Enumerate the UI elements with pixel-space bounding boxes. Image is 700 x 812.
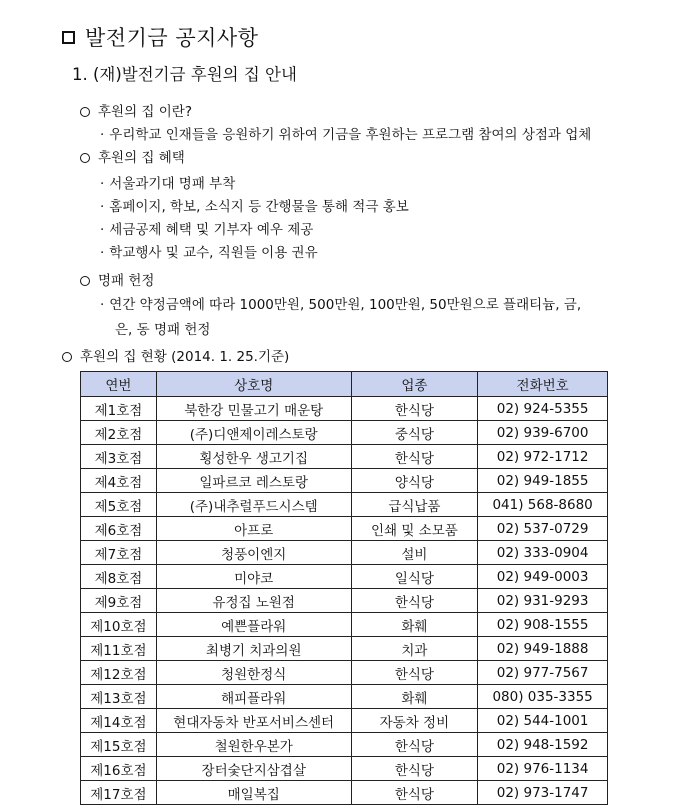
cell-number: 제12호점: [81, 661, 157, 685]
checkbox-icon: [62, 31, 75, 44]
cell-store-name: 미야코: [156, 565, 351, 589]
cell-business-type: 일식당: [351, 565, 478, 589]
cell-store-name: 일파르코 레스토랑: [156, 469, 351, 493]
cell-business-type: 한식당: [351, 757, 478, 781]
cell-number: 제14호점: [81, 709, 157, 733]
table-row: [81, 757, 608, 781]
cell-number: 제8호점: [81, 565, 157, 589]
cell-number: 제11호점: [81, 637, 157, 661]
cell-phone: 02) 948-1592: [478, 733, 608, 757]
cell-store-name: 현대자동차 반포서비스센터: [156, 709, 351, 733]
cell-store-name: 청원한정식: [156, 661, 351, 685]
cell-phone: 02) 976-1134: [478, 757, 608, 781]
cell-number: 제13호점: [81, 685, 157, 709]
cell-business-type: 자동차 정비: [351, 709, 478, 733]
circle-bullet-icon: [80, 153, 90, 163]
cell-store-name: (주)디앤제이레스토랑: [156, 421, 351, 445]
circle-bullet-icon: [80, 276, 90, 286]
cell-store-name: 매일복집: [156, 781, 351, 805]
question-what-is: 후원의 집 이란?: [80, 100, 192, 120]
table-row: [81, 541, 608, 565]
cell-number: 제16호점: [81, 757, 157, 781]
cell-business-type: 양식당: [351, 469, 478, 493]
benefit-item: · 홈페이지, 학보, 소식지 등 간행물을 통해 적극 홍보: [100, 199, 409, 215]
cell-number: 제1호점: [81, 397, 157, 421]
cell-business-type: 한식당: [351, 781, 478, 805]
cell-phone: 02) 949-0003: [478, 565, 608, 589]
cell-phone: 02) 949-1855: [478, 469, 608, 493]
header-store-name: 상호명: [156, 372, 351, 397]
cell-number: 제2호점: [81, 421, 157, 445]
cell-business-type: 인쇄 및 소모품: [351, 517, 478, 541]
cell-store-name: 북한강 민물고기 매운탕: [156, 397, 351, 421]
cell-store-name: 철원한우본가: [156, 733, 351, 757]
question-what-is-desc: · 우리학교 인재들을 응원하기 위하여 기금을 후원하는 프로그램 참여의 상점과 업체: [100, 127, 592, 143]
cell-store-name: 장터숯단지삼겹살: [156, 757, 351, 781]
cell-phone: 080) 035-3355: [478, 685, 608, 709]
cell-business-type: 한식당: [351, 589, 478, 613]
page-title-text: 발전기금 공지사항: [85, 26, 259, 50]
table-row: [81, 781, 608, 805]
cell-number: 제10호점: [81, 613, 157, 637]
cell-business-type: 설비: [351, 541, 478, 565]
cell-phone: 02) 537-0729: [478, 517, 608, 541]
cell-phone: 02) 949-1888: [478, 637, 608, 661]
table-row: [81, 589, 608, 613]
cell-number: 제6호점: [81, 517, 157, 541]
status-heading: 후원의 집 현황 (2014. 1. 25.기준): [62, 345, 289, 365]
cell-phone: 02) 977-7567: [478, 661, 608, 685]
table-row: [81, 613, 608, 637]
cell-store-name: 유정집 노원점: [156, 589, 351, 613]
page-title: [62, 22, 258, 52]
cell-number: 제17호점: [81, 781, 157, 805]
table-row: [81, 637, 608, 661]
cell-business-type: 화훼: [351, 685, 478, 709]
cell-store-name: (주)내추럴푸드시스템: [156, 493, 351, 517]
cell-phone: 041) 568-8680: [478, 493, 608, 517]
table-row: [81, 469, 608, 493]
section-heading: 1. (재)발전기금 후원의 집 안내: [72, 65, 297, 84]
table-row: [81, 565, 608, 589]
cell-phone: 02) 333-0904: [478, 541, 608, 565]
header-phone: 전화번호: [478, 372, 608, 397]
table-row: [81, 685, 608, 709]
table-row: [81, 661, 608, 685]
cell-phone: 02) 973-1747: [478, 781, 608, 805]
stores-table: [80, 371, 608, 805]
cell-business-type: 중식당: [351, 421, 478, 445]
cell-store-name: 예쁜플라워: [156, 613, 351, 637]
table-row: [81, 709, 608, 733]
cell-number: 제4호점: [81, 469, 157, 493]
plaque-desc-line2: 은, 동 명패 헌정: [115, 322, 211, 338]
table-row: [81, 445, 608, 469]
cell-phone: 02) 544-1001: [478, 709, 608, 733]
circle-bullet-icon: [62, 352, 72, 362]
benefit-item: · 학교행사 및 교수, 직원들 이용 권유: [100, 245, 318, 261]
cell-phone: 02) 908-1555: [478, 613, 608, 637]
cell-business-type: 화훼: [351, 613, 478, 637]
cell-business-type: 한식당: [351, 397, 478, 421]
cell-number: 제15호점: [81, 733, 157, 757]
cell-store-name: 해피플라워: [156, 685, 351, 709]
cell-store-name: 아프로: [156, 517, 351, 541]
cell-business-type: 급식납품: [351, 493, 478, 517]
plaque-desc-line1: · 연간 약정금액에 따라 1000만원, 500만원, 100만원, 50만원으로 플래티늄, 금,: [100, 297, 582, 313]
cell-store-name: 청풍이엔지: [156, 541, 351, 565]
cell-number: 제5호점: [81, 493, 157, 517]
cell-number: 제3호점: [81, 445, 157, 469]
cell-phone: 02) 924-5355: [478, 397, 608, 421]
cell-number: 제7호점: [81, 541, 157, 565]
question-benefits: 후원의 집 혜택: [80, 146, 185, 166]
table-header-row: [81, 372, 608, 397]
cell-business-type: 한식당: [351, 661, 478, 685]
benefit-item: · 세금공제 혜택 및 기부자 예우 제공: [100, 222, 314, 238]
table-row: [81, 517, 608, 541]
cell-store-name: 최병기 치과의원: [156, 637, 351, 661]
benefit-item: · 서울과기대 명패 부착: [100, 176, 236, 192]
cell-store-name: 횡성한우 생고기집: [156, 445, 351, 469]
cell-business-type: 치과: [351, 637, 478, 661]
table-row: [81, 421, 608, 445]
table-row: [81, 397, 608, 421]
cell-phone: 02) 972-1712: [478, 445, 608, 469]
cell-phone: 02) 939-6700: [478, 421, 608, 445]
table-row: [81, 733, 608, 757]
question-plaque: 명패 헌정: [80, 269, 154, 289]
cell-phone: 02) 931-9293: [478, 589, 608, 613]
cell-business-type: 한식당: [351, 733, 478, 757]
header-business-type: 업종: [351, 372, 478, 397]
cell-number: 제9호점: [81, 589, 157, 613]
cell-business-type: 한식당: [351, 445, 478, 469]
circle-bullet-icon: [80, 107, 90, 117]
header-number: 연번: [81, 372, 157, 397]
table-row: [81, 493, 608, 517]
